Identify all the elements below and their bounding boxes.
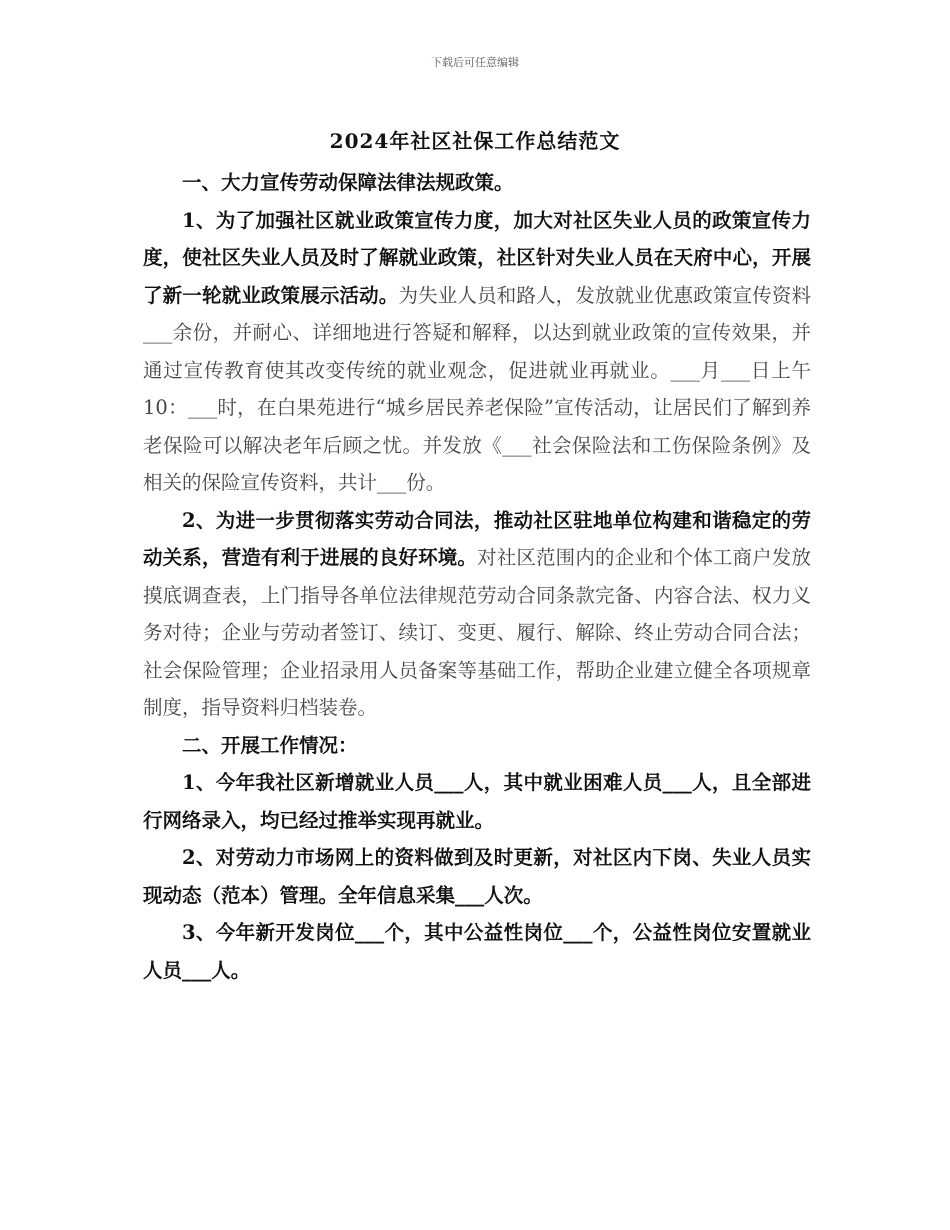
paragraph-3: 1、今年我社区新增就业人员___人，其中就业困难人员___人，且全部进行网络录入，均已经过推举实现再就业。 <box>143 771 811 832</box>
document-title: 2024年社区社保工作总结范文 <box>329 129 621 153</box>
paragraph-5: 3、今年新开发岗位___个，其中公益性岗位___个，公益性岗位安置就业人员___人。 <box>143 921 811 982</box>
section-1-heading: 一、大力宣传劳动保障法律法规政策。 <box>182 171 514 194</box>
paragraph-2 <box>143 502 811 727</box>
paragraph-2-emphasis: 2、为进一步贯彻落实劳动合同法，推动社区驻地单位构建和谐稳定的劳动关系，营造有利于进展的良好环境。 <box>143 508 811 569</box>
paragraph-4: 2、对劳动力市场网上的资料做到及时更新，对社区内下岗、失业人员实现动态（范本）管理。全年信息采集___人次。 <box>143 846 811 907</box>
paragraph-1-body: 为失业人员和路人，发放就业优惠政策宣传资料___余份，并耐心、详细地进行答疑和解释，以达到就业政策的宣传效果，并通过宣传教育使其改变传统的就业观念，促进就业再就业。___月___日上午10：___时，在白果苑进行“城乡居民养老保险”宣传活动，让居民们了解到养老保险可以解决老年后顾之忧。并发放《___社会保险法和工伤保险条例》及相关的保险宣传资料，共计___份。 <box>143 283 811 494</box>
paragraph-2-body: 对社区范围内的企业和个体工商户发放摸底调查表，上门指导各单位法律规范劳动合同条款完备、内容合法、权力义务对待；企业与劳动者签订、续订、变更、履行、解除、终止劳动合同合法；社会保险管理；企业招录用人员备案等基础工作，帮助企业建立健全各项规章制度，指导资料归档装卷。 <box>143 546 811 719</box>
paragraph-1-emphasis: 1、为了加强社区就业政策宣传力度，加大对社区失业人员的政策宣传力度，使社区失业人员及时了解就业政策，社区针对失业人员在天府中心，开展了新一轮就业政策展示活动。 <box>143 208 811 307</box>
section-2-heading: 二、开展工作情况： <box>182 733 358 757</box>
document-body <box>143 164 811 989</box>
paragraph-1 <box>143 202 811 502</box>
header-note: 下载后可任意编辑 <box>431 56 519 69</box>
